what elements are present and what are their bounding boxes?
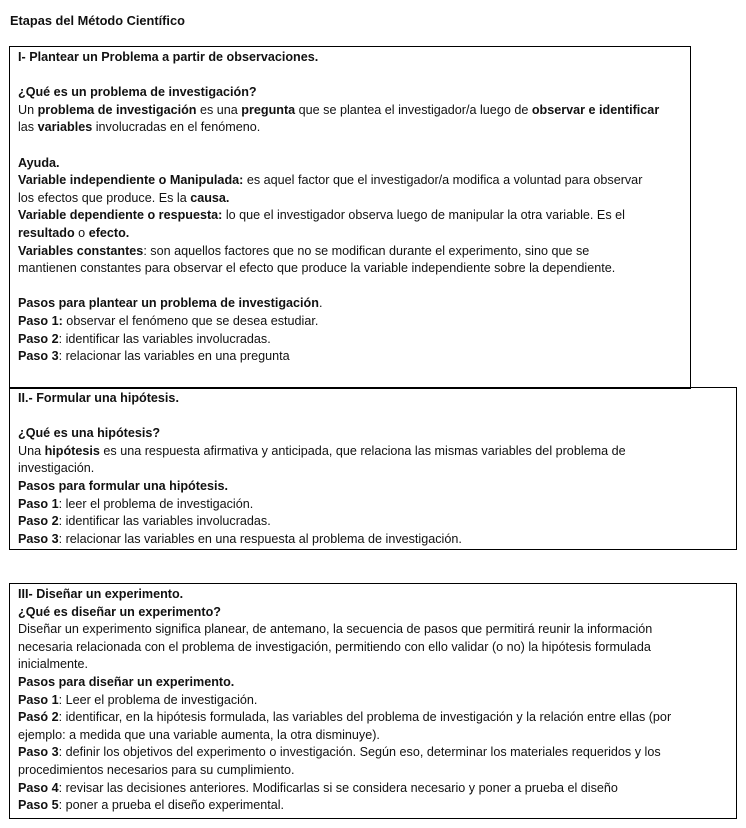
step-item: Pasó 2: identificar, en la hipótesis formulada, las variables del problema de investigación y la relación entre ellas (por <box>18 710 672 725</box>
definition-line-2: necesaria relacionada con el problema de investigación, permitiendo con ello validar (o no) la hipótesis formulada <box>18 639 651 654</box>
section-heading: I- Plantear un Problema a partir de observaciones. <box>18 50 319 64</box>
step-item: Paso 3: definir los objetivos del experimento o investigación. Según eso, determinar los materiales requeridos y los <box>18 745 661 760</box>
section-formular-hipotesis <box>9 387 737 550</box>
steps-heading: Pasos para diseñar un experimento. <box>18 674 235 689</box>
constant-variable-line-1: Variables constantes: son aquellos factores que no se modifican durante el experimento, sino que se <box>18 243 590 258</box>
step-item-continuation: ejemplo: a medida que una variable aumenta, la otra disminuye). <box>18 727 380 742</box>
definition-line-2: las variables involucradas en el fenómeno. <box>18 120 261 135</box>
independent-variable-line-1: Variable independiente o Manipulada: es aquel factor que el investigador/a modifica a voluntad para observar <box>18 173 643 188</box>
step-item: Paso 3: relacionar las variables en una respuesta al problema de investigación. <box>18 531 462 546</box>
step-item: Paso 2: identificar las variables involucradas. <box>18 514 271 529</box>
document-title: Etapas del Método Científico <box>10 13 185 28</box>
section-heading: II.- Formular una hipótesis. <box>18 391 179 405</box>
definition-line-3: inicialmente. <box>18 657 88 672</box>
step-item: Paso 2: identificar las variables involucradas. <box>18 331 271 346</box>
step-item: Paso 1: leer el problema de investigación. <box>18 496 254 511</box>
dependent-variable-line-2: resultado o efecto. <box>18 225 130 240</box>
step-item: Paso 5: poner a prueba el diseño experimental. <box>18 798 285 813</box>
section-heading: III- Diseñar un experimento. <box>18 587 184 601</box>
dependent-variable-line-1: Variable dependiente o respuesta: lo que el investigador observa luego de manipular la otra variable. Es el <box>18 208 625 223</box>
step-item: Paso 4: revisar las decisiones anteriores. Modificarlas si se considera necesario y poner a prueba el diseño <box>18 780 618 795</box>
step-item-continuation: procedimientos necesarios para su cumplimiento. <box>18 762 295 777</box>
steps-heading: Pasos para plantear un problema de investigación. <box>18 296 323 311</box>
question-heading: ¿Qué es un problema de investigación? <box>18 85 257 100</box>
steps-heading: Pasos para formular una hipótesis. <box>18 478 228 493</box>
question-heading: ¿Qué es diseñar un experimento? <box>18 604 221 619</box>
step-item: Paso 3: relacionar las variables en una pregunta <box>18 349 290 364</box>
step-item: Paso 1: observar el fenómeno que se desea estudiar. <box>18 313 319 328</box>
definition-line-1: Un problema de investigación es una pregunta que se plantea el investigador/a luego de observar e identificar <box>18 102 660 117</box>
section-plantear-problema <box>9 46 691 389</box>
definition-line-2: investigación. <box>18 461 95 476</box>
definition-line-1: Una hipótesis es una respuesta afirmativa y anticipada, que relaciona las mismas variables del problema de <box>18 443 626 458</box>
step-item: Paso 1: Leer el problema de investigación. <box>18 692 258 707</box>
independent-variable-line-2: los efectos que produce. Es la causa. <box>18 190 230 205</box>
help-heading: Ayuda. <box>18 155 60 170</box>
constant-variable-line-2: mantienen constantes para observar el efecto que produce la variable independiente sobre la dependiente. <box>18 261 616 276</box>
definition-line-1: Diseñar un experimento significa planear, de antemano, la secuencia de pasos que permitirá reunir la información <box>18 622 653 637</box>
question-heading: ¿Qué es una hipótesis? <box>18 426 161 441</box>
section-disenar-experimento <box>9 583 737 819</box>
